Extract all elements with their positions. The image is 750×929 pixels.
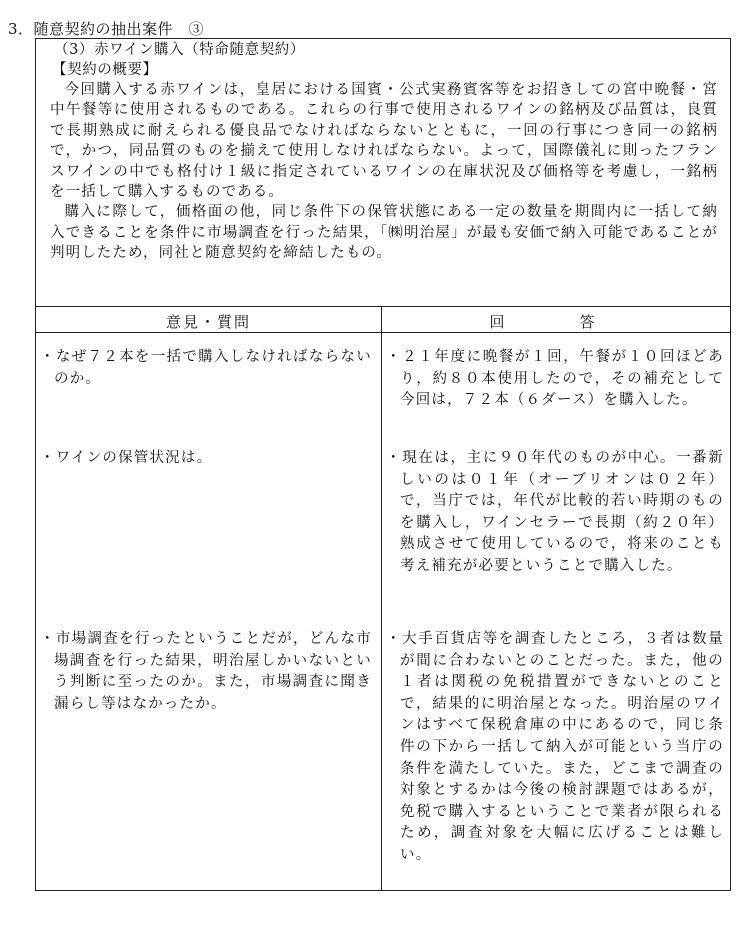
qa-table-header [36, 307, 730, 333]
column-divider [381, 307, 382, 890]
question-3: ・市場調査を行ったということだが，どんな市場調査を行った結果，明治屋しかいないという判断に至ったのか。また，市場調査に聞き漏らし等はなかったか。 [40, 631, 372, 712]
summary-paragraph-1: 今回購入する赤ワインは，皇居における国賓・公式実務賓客等をお招きしての宮中晩餐・宮中午餐等に使用されるものである。これらの行事で使用されるワインの銘柄及び品質は，良質で長期熟成に耐えられる優良品でなければならないとともに，一回の行事につき同一の銘柄で，かつ，同品質のものを揃えて使用しなければならない。よって，国際儀礼に則ったフランスワインの中でも格付け１級に指定されているワインの在庫状況及び価格等を考慮し，一銘柄を一括して購入するものである。 [50, 82, 718, 201]
summary-label: 【契約の概要】 [52, 62, 158, 78]
question-1: ・なぜ７２本を一括で購入しなければならないのか。 [40, 349, 372, 387]
answer-2: ・現在は，主に９０年代のものが中心。一番新しいのは０１年（オーブリオンは０２年）で，当庁では，年代が比較的若い時期のものを購入し，ワインセラーで長期（約２０年）熟成させて使用しているので，将来のことも考え補充が必要ということで購入した。 [386, 450, 724, 574]
answer-1: ・２１年度に晩餐が１回，午餐が１０回ほどあり，約８０本使用したので，その補充として今回は，７２本（６ダース）を購入した。 [386, 349, 724, 409]
section-heading: 3．随意契約の抽出案件 ③ [8, 20, 205, 38]
summary-paragraph-2: 購入に際して，価格面の他，同じ条件下の保管状態にある一定の数量を期間内に一括して納入できることを条件に市場調査を行った結果，「㈱明治屋」が最も安価で納入可能であることが判明したため，同社と随意契約を締結したもの。 [50, 204, 718, 262]
case-subtitle: （3）赤ワイン購入（特命随意契約） [54, 42, 305, 58]
question-2: ・ワインの保管状況は。 [40, 450, 213, 466]
column-header-answers: 回 答 [489, 313, 625, 331]
column-header-questions: 意見・質問 [165, 313, 251, 331]
answer-3: ・大手百貨店等を調査したところ，３者は数量が間に合わないとのことだった。また，他の１者は関税の免税措置ができないとのことで，結果的に明治屋となった。明治屋のワインはすべて保税倉庫の中にあるので，同じ条件の下から一括して納入が可能という当庁の条件を満たしていた。また，どこまで調査の対象とするかは今後の検討課題ではあるが，免税で購入するということで業者が限られるため，調査対象を大幅に広げることは難しい。 [386, 631, 724, 863]
contract-box [35, 38, 731, 891]
contract-summary [36, 39, 730, 307]
